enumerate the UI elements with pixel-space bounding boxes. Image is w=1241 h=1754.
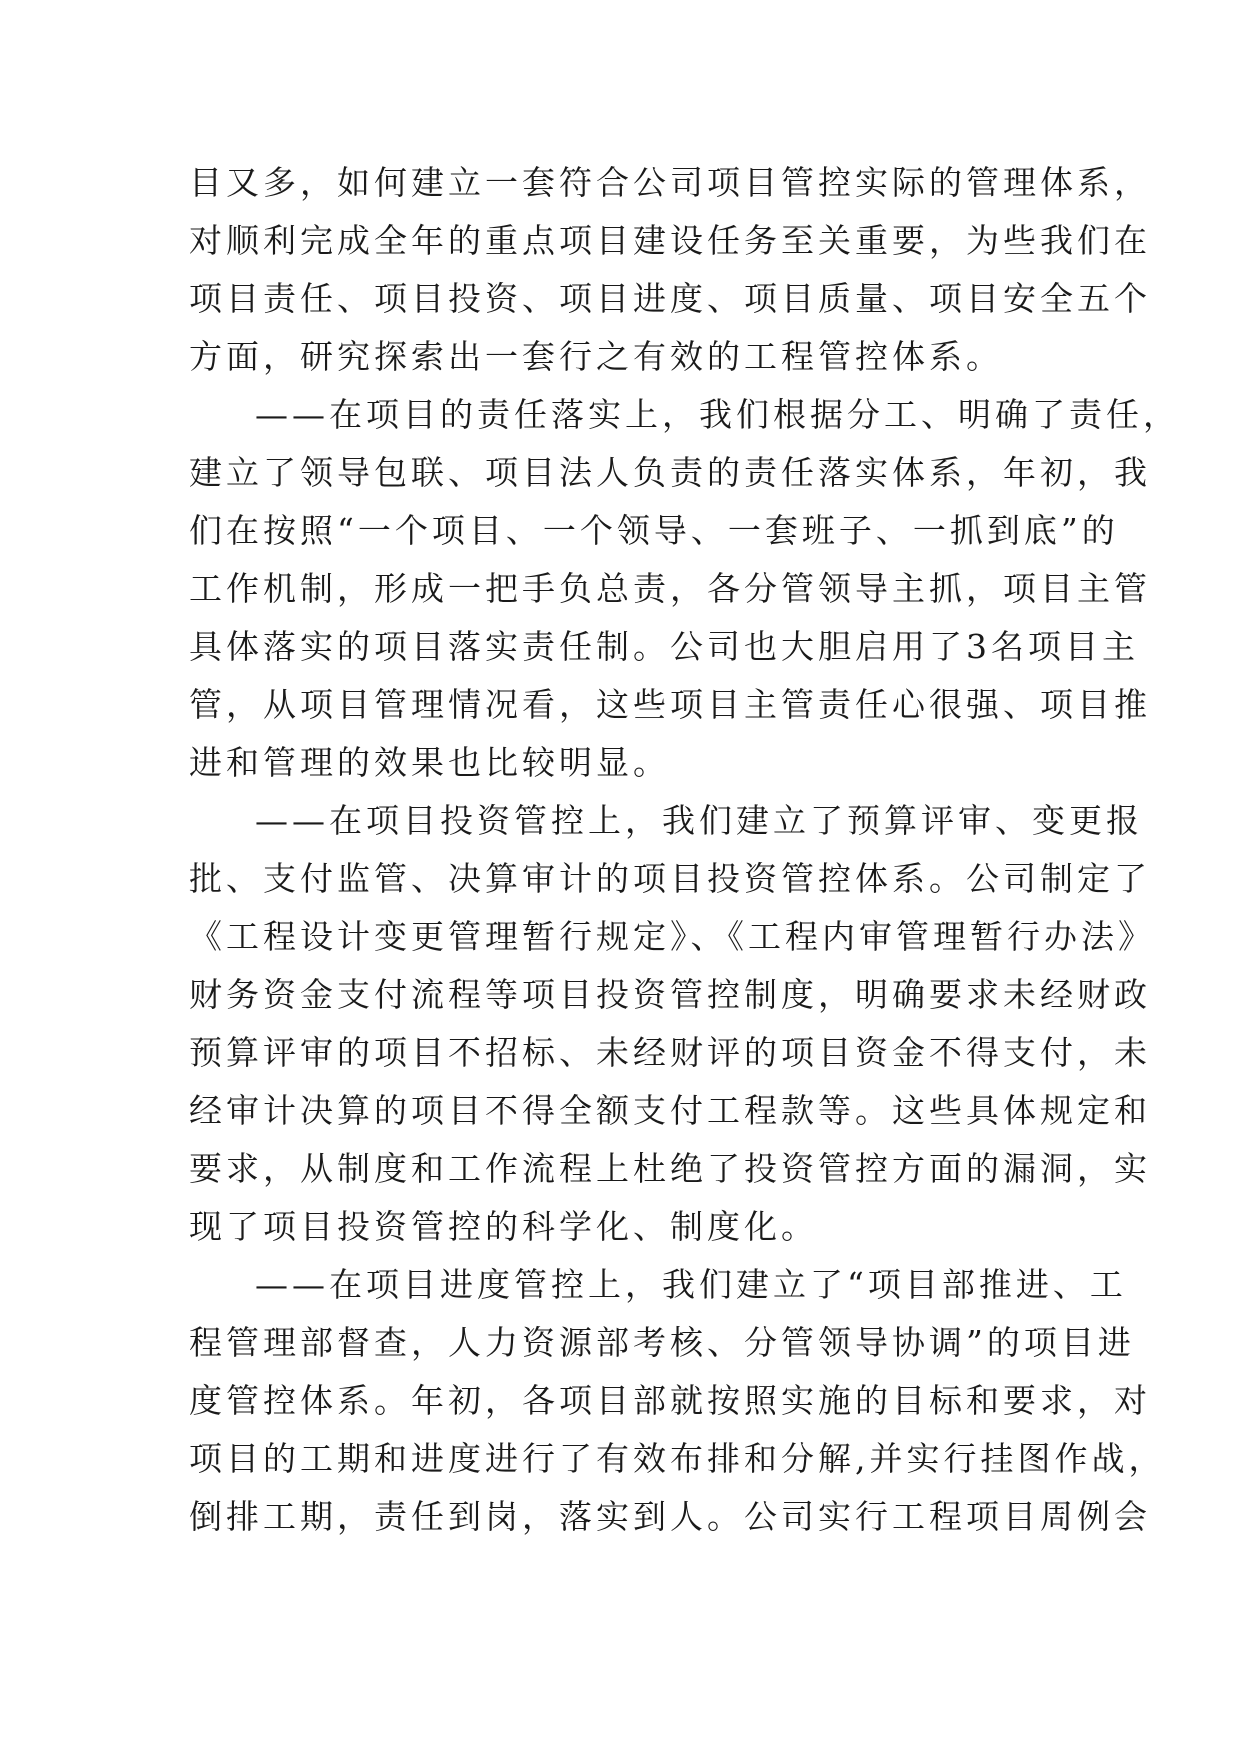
text-line: 程管理部督查，人力资源部考核、分管领导协调”的项目进	[189, 1323, 1135, 1362]
text-line: 方面，研究探索出一套行之有效的工程管控体系。	[189, 337, 1003, 376]
text-line: 管，从项目管理情况看，这些项目主管责任心很强、项目推	[189, 685, 1151, 724]
text-line: 工作机制，形成一把手负总责，各分管领导主抓，项目主管	[189, 569, 1151, 608]
text-line: 项目的工期和进度进行了有效布排和分解,并实行挂图作战，	[189, 1439, 1166, 1478]
text-line: 要求，从制度和工作流程上杜绝了投资管控方面的漏洞，实	[189, 1149, 1151, 1188]
text-line: 现了项目投资管控的科学化、制度化。	[189, 1207, 818, 1246]
text-line: 预算评审的项目不招标、未经财评的项目资金不得支付，未	[189, 1033, 1151, 1072]
text-line: 对顺利完成全年的重点项目建设任务至关重要，为些我们在	[189, 221, 1151, 260]
paragraph-start-line: ——在项目投资管控上，我们建立了预算评审、变更报	[255, 801, 1143, 840]
text-line: 们在按照“一个项目、一个领导、一套班子、一抓到底”的	[189, 511, 1119, 550]
body-text	[189, 154, 1180, 1546]
text-line: 批、支付监管、决算审计的项目投资管控体系。公司制定了	[189, 859, 1151, 898]
text-line: 经审计决算的项目不得全额支付工程款等。这些具体规定和	[189, 1091, 1151, 1130]
paragraph-start-line: ——在项目进度管控上，我们建立了“项目部推进、工	[255, 1265, 1127, 1304]
text-line: 具体落实的项目落实责任制。公司也大胆启用了3名项目主	[189, 627, 1139, 666]
paragraph-start-line: ——在项目的责任落实上，我们根据分工、明确了责任，	[255, 395, 1180, 434]
text-line: 项目责任、项目投资、项目进度、项目质量、项目安全五个	[189, 279, 1151, 318]
text-line: 目又多，如何建立一套符合公司项目管控实际的管理体系，	[189, 163, 1151, 202]
text-line: 度管控体系。年初，各项目部就按照实施的目标和要求，对	[189, 1381, 1151, 1420]
text-line: 倒排工期，责任到岗，落实到人。公司实行工程项目周例会	[189, 1497, 1151, 1536]
text-line: 财务资金支付流程等项目投资管控制度，明确要求未经财政	[189, 975, 1151, 1014]
text-line: 《工程设计变更管理暂行规定》、《工程内审管理暂行办法》	[189, 917, 1155, 956]
text-line: 进和管理的效果也比较明显。	[189, 743, 670, 782]
text-line: 建立了领导包联、项目法人负责的责任落实体系，年初，我	[189, 453, 1151, 492]
